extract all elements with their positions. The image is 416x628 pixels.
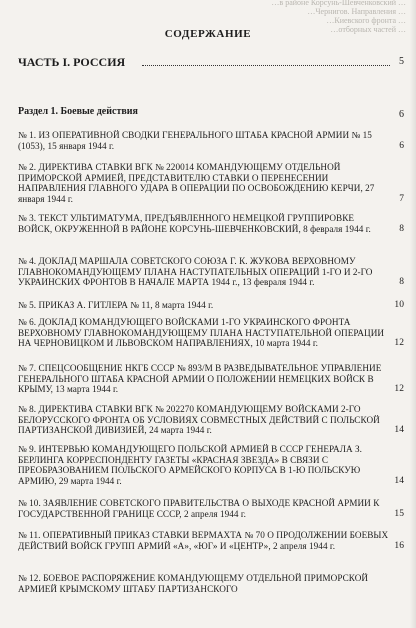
part-heading[interactable] [18,55,404,69]
entry-text: № 1. ИЗ ОПЕРАТИВНОЙ СВОДКИ ГЕНЕРАЛЬНОГО ШТАБА КРАСНОЙ АРМИИ № 15 (1053), 15 января 1944 г. [18,130,372,151]
bleed-line: …Киевского фронта … [326,16,406,25]
entry-text: № 6. ДОКЛАД КОМАНДУЮЩЕГО ВОЙСКАМИ 1-ГО УКРАИНСКОГО ФРОНТА ВЕРХОВНОМУ ГЛАВНОКОМАНДУЮЩЕМУ ПЛАНА НАСТУПАТЕЛЬНОЙ ОПЕРАЦИИ НА ЧЕРНОВИЦКОМ И ЛЬВОВСКОМ НАПРАВЛЕНИЯХ, 10 марта 1944 г. [18,317,385,349]
page-edge-shadow [410,0,416,628]
section-page-number: 6 [399,109,404,120]
toc-entry-1[interactable] [18,130,404,151]
toc-entry-9[interactable] [18,444,404,486]
bleed-line: …в районе Корсунь-Шевченковский … [271,0,406,7]
section-heading[interactable] [18,106,404,118]
entry-text: № 9. ИНТЕРВЬЮ КОМАНДУЮЩЕГО ПОЛЬСКОЙ АРМИЕЙ В СССР ГЕНЕРАЛА З. БЕРЛИНГА КОРРЕСПОНДЕНТУ ГАЗЕТЫ «КРАСНАЯ ЗВЕЗДА» В СВЯЗИ С ПРЕОБРАЗОВАНИЕМ ПОЛЬСКОГО АРМЕЙСКОГО КОРПУСА В 1-Ю ПОЛЬСКУЮ АРМИЮ, 29 марта 1944 г. [18,444,363,486]
toc-entry-6[interactable] [18,317,404,349]
entry-page-number: 14 [394,425,404,436]
toc-entry-11[interactable] [18,530,404,551]
entry-text: № 11. ОПЕРАТИВНЫЙ ПРИКАЗ СТАВКИ ВЕРМАХТА № 70 О ПРОДОЛЖЕНИИ БОЕВЫХ ДЕЙСТВИЙ ВОЙСК ГРУПП АРМИЙ «А», «ЮГ» И «ЦЕНТР», 2 апреля 1944 г. [18,530,389,551]
entry-text: № 10. ЗАЯВЛЕНИЕ СОВЕТСКОГО ПРАВИТЕЛЬСТВА О ВЫХОДЕ КРАСНОЙ АРМИИ К ГОСУДАРСТВЕННОЙ ГРАНИЦЕ СССР, 2 апреля 1944 г. [18,498,380,519]
dot-leader [142,65,390,66]
entry-page-number: 8 [399,223,404,234]
entry-page-number: 10 [394,300,404,310]
part-label: ЧАСТЬ I. РОССИЯ [18,55,126,69]
toc-entry-12[interactable] [18,573,390,594]
entry-text: № 4. ДОКЛАД МАРШАЛА СОВЕТСКОГО СОЮЗА Г. К. ЖУКОВА ВЕРХОВНОМУ ГЛАВНОКОМАНДУЮЩЕМУ ПЛАНА НАСТУПАТЕЛЬНЫХ ОПЕРАЦИЙ 1-ГО И 2-ГО УКРАИНСКИХ ФРОНТОВ В НАЧАЛЕ МАРТА 1944 г., 13 февраля 1944 г. [18,256,373,288]
entry-text: № 5. ПРИКАЗ А. ГИТЛЕРА № 11, 8 марта 1944 г. [18,300,214,310]
entry-page-number: 12 [394,384,404,395]
toc-entry-2[interactable] [18,162,404,204]
entry-text: № 2. ДИРЕКТИВА СТАВКИ ВГК № 220014 КОМАНДУЮЩЕМУ ОТДЕЛЬНОЙ ПРИМОРСКОЙ АРМИЕЙ, ПРЕДСТАВИТЕЛЮ СТАВКИ О ПЕРЕНЕСЕНИИ НАПРАВЛЕНИЯ ГЛАВНОГО УДАРА В ОПЕРАЦИИ ПО ОСВОБОЖДЕНИЮ КЕРЧИ, 27 января 1944 г. [18,162,375,204]
entry-page-number: 7 [399,193,404,204]
entry-text: № 3. ТЕКСТ УЛЬТИМАТУМА, ПРЕДЪЯВЛЕННОГО НЕМЕЦКОЙ ГРУППИРОВКЕ ВОЙСК, ОКРУЖЕННОЙ В РАЙОНЕ КОРСУНЬ-ШЕВЧЕНКОВСКИЙ, 8 февраля 1944 г. [18,213,371,234]
page-title: СОДЕРЖАНИЕ [164,28,252,40]
part-page-number: 5 [399,56,404,67]
toc-entry-5[interactable] [18,300,404,311]
bleed-line: …Чернигов. Направления … [307,7,406,16]
entry-text: № 8. ДИРЕКТИВА СТАВКИ ВГК № 202270 КОМАНДУЮЩЕМУ ВОЙСКАМИ 2-ГО БЕЛОРУССКОГО ФРОНТА ОБ УСЛОВИЯХ СОВМЕСТНЫХ ДЕЙСТВИЙ С ПОЛЬСКОЙ ПАРТИЗАНСКОЙ ДИВИЗИЕЙ, 24 марта 1944 г. [18,404,380,436]
entry-page-number: 15 [394,508,404,519]
entry-text: № 12. БОЕВОЕ РАСПОРЯЖЕНИЕ КОМАНДУЮЩЕМУ ОТДЕЛЬНОЙ ПРИМОРСКОЙ АРМИЕЙ КРЫМСКОМУ ШТАБУ ПАРТИЗАНСКОГО [18,573,369,594]
toc-entry-7[interactable] [18,363,404,395]
entry-page-number: 14 [394,475,404,486]
entry-page-number: 6 [399,140,404,151]
entry-page-number: 8 [399,277,404,288]
bleed-line: …отборных частей … [330,25,406,34]
entry-text: № 7. СПЕЦСООБЩЕНИЕ НКГБ СССР № 893/М В РАЗВЕДЫВАТЕЛЬНОЕ УПРАВЛЕНИЕ ГЕНЕРАЛЬНОГО ШТАБА КРАСНОЙ АРМИИ О ПОЛОЖЕНИИ НЕМЕЦКИХ ВОЙСК В КРЫМУ, 13 марта 1944 г. [18,363,382,395]
entry-page-number: 12 [394,338,404,349]
entry-page-number: 16 [394,540,404,551]
toc-entry-4[interactable] [18,256,404,288]
toc-entry-10[interactable] [18,498,404,519]
section-label: Раздел 1. Боевые действия [18,106,138,117]
toc-entry-3[interactable] [18,213,404,234]
toc-entry-8[interactable] [18,404,404,436]
